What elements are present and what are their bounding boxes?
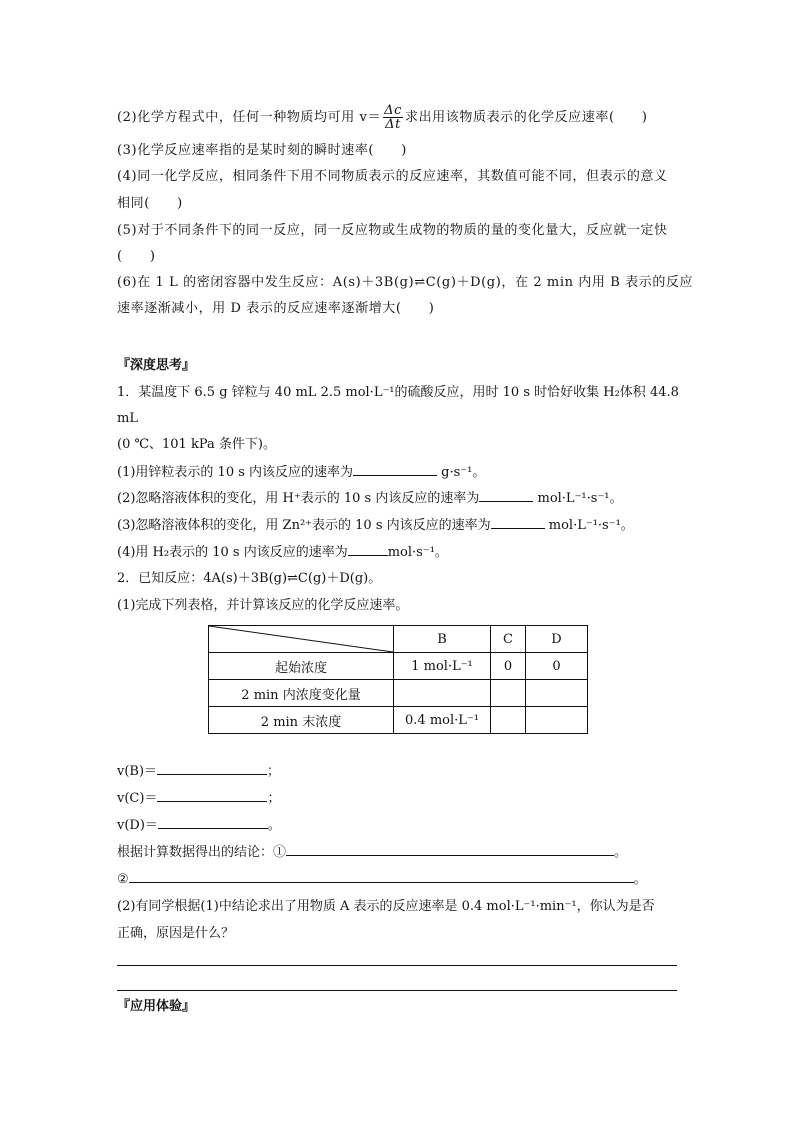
problem-2-part2-line2: 正确，原因是什么？ — [117, 926, 235, 941]
part1-text: (1)用锌粒表示的 10 s 内该反应的速率为 — [117, 465, 354, 480]
table-header-row — [209, 626, 588, 653]
problem-2: 2．已知反应：4A(s)＋3B(g)⇌C(g)＋D(g)。 — [117, 571, 382, 586]
problem-1-line3: (0 ℃、101 kPa 条件下)。 — [117, 437, 276, 452]
answer-blank[interactable] — [129, 870, 634, 883]
rate-b-line — [117, 762, 280, 781]
table-cell: 2 min 末浓度 — [209, 707, 394, 734]
question-4-line1: (4)同一化学反应，相同条件下用不同物质表示的反应速率，其数值可能不同，但表示的意义 — [117, 169, 668, 184]
table-row — [209, 680, 588, 707]
problem-1-part2 — [117, 489, 623, 508]
table-cell: 0.4 mol·L⁻¹ — [394, 707, 491, 734]
rate-d-line — [117, 816, 281, 835]
diagonal-line — [209, 626, 393, 652]
rate-fraction — [383, 104, 403, 131]
table-row — [209, 653, 588, 680]
question-5-line2: ( ) — [117, 249, 156, 264]
question-4-line2: 相同( ) — [117, 196, 183, 211]
part3-text: (3)忽略溶液体积的变化，用 Zn²⁺表示的 10 s 内该反应的速率为 — [117, 518, 491, 533]
answer-blank[interactable] — [353, 463, 437, 476]
part4-unit: mol·s⁻¹。 — [387, 545, 448, 560]
diagonal-header-cell — [209, 626, 394, 653]
answer-blank[interactable] — [157, 762, 267, 775]
rate-c-end: ； — [267, 791, 281, 806]
question-3: (3)化学反应速率指的是某时刻的瞬时速率( ) — [117, 143, 407, 158]
question-6-line1: (6)在 1 L 的密闭容器中发生反应：A(s)＋3B(g)⇌C(g)＋D(g)，在 2 min 内用 B 表示的反应 — [117, 275, 694, 290]
table-header: B — [394, 626, 491, 653]
conclusion-1-line — [117, 843, 627, 862]
answer-rule-line[interactable] — [117, 965, 677, 966]
rate-d-end: 。 — [267, 818, 281, 833]
answer-blank[interactable] — [286, 843, 614, 856]
fraction-denominator: Δt — [385, 117, 401, 132]
q2-suffix: 求出用该物质表示的化学反应速率( ) — [404, 110, 648, 125]
problem-2-part1: (1)完成下列表格，并计算该反应的化学反应速率。 — [117, 598, 409, 613]
table-cell: 1 mol·L⁻¹ — [394, 653, 491, 680]
table-cell[interactable] — [526, 680, 588, 707]
conclusion-1-label: 根据计算数据得出的结论：① — [117, 845, 287, 860]
table-cell[interactable] — [491, 680, 526, 707]
conclusion-2-line — [117, 870, 647, 889]
section-heading-deep-thinking: 『深度思考』 — [117, 358, 196, 373]
table-cell: 起始浓度 — [209, 653, 394, 680]
question-5-line1: (5)对于不同条件下的同一反应，同一反应物或生成物的物质的量的变化量大，反应就一定快 — [117, 223, 668, 238]
table-header: C — [491, 626, 526, 653]
rate-c-line — [117, 789, 280, 808]
table-cell: 2 min 内浓度变化量 — [209, 680, 394, 707]
table-row — [209, 707, 588, 734]
rate-d-label: v(D)＝ — [117, 818, 158, 833]
part3-unit: mol·L⁻¹·s⁻¹。 — [544, 518, 634, 533]
table-cell[interactable] — [526, 707, 588, 734]
table-cell[interactable] — [394, 680, 491, 707]
part1-unit: g·s⁻¹。 — [437, 465, 486, 480]
question-6-line2: 速率逐渐减小，用 D 表示的反应速率逐渐增大( ) — [117, 301, 435, 316]
problem-1-part4 — [117, 543, 448, 562]
conclusion-1-end: 。 — [614, 845, 628, 860]
section-heading-application: 『应用体验』 — [117, 999, 196, 1014]
problem-1-line2: mL — [117, 411, 138, 426]
answer-blank[interactable] — [158, 816, 268, 829]
answer-blank[interactable] — [479, 489, 533, 502]
table-cell[interactable] — [491, 707, 526, 734]
problem-1-part1 — [117, 463, 485, 482]
answer-blank[interactable] — [491, 516, 545, 529]
answer-rule-line[interactable] — [117, 990, 677, 991]
problem-2-part2-line1: (2)有同学根据(1)中结论求出了用物质 A 表示的反应速率是 0.4 mol·L⁻¹·min⁻¹，你认为是否 — [117, 899, 655, 914]
part2-text: (2)忽略溶液体积的变化，用 H⁺表示的 10 s 内该反应的速率为 — [117, 491, 480, 506]
problem-1-line1: 1．某温度下 6.5 g 锌粒与 40 mL 2.5 mol·L⁻¹的硫酸反应，用时 10 s 时恰好收集 H₂体积 44.8 — [117, 385, 679, 400]
conclusion-2-label: ② — [117, 872, 129, 887]
answer-blank[interactable] — [157, 789, 267, 802]
rate-c-label: v(C)＝ — [117, 791, 158, 806]
table-cell: 0 — [526, 653, 588, 680]
part2-unit: mol·L⁻¹·s⁻¹。 — [533, 491, 623, 506]
problem-1-part3 — [117, 516, 634, 535]
table-header: D — [526, 626, 588, 653]
rate-b-end: ； — [267, 764, 281, 779]
table-cell: 0 — [491, 653, 526, 680]
concentration-table — [208, 625, 588, 734]
q2-prefix: (2)化学方程式中，任何一种物质均可用 v＝ — [117, 110, 382, 125]
question-2 — [117, 104, 648, 131]
part4-text: (4)用 H₂表示的 10 s 内该反应的速率为 — [117, 545, 348, 560]
answer-blank[interactable] — [348, 543, 388, 556]
fraction-numerator: Δc — [384, 103, 402, 118]
conclusion-2-end: 。 — [633, 872, 647, 887]
rate-b-label: v(B)＝ — [117, 764, 158, 779]
